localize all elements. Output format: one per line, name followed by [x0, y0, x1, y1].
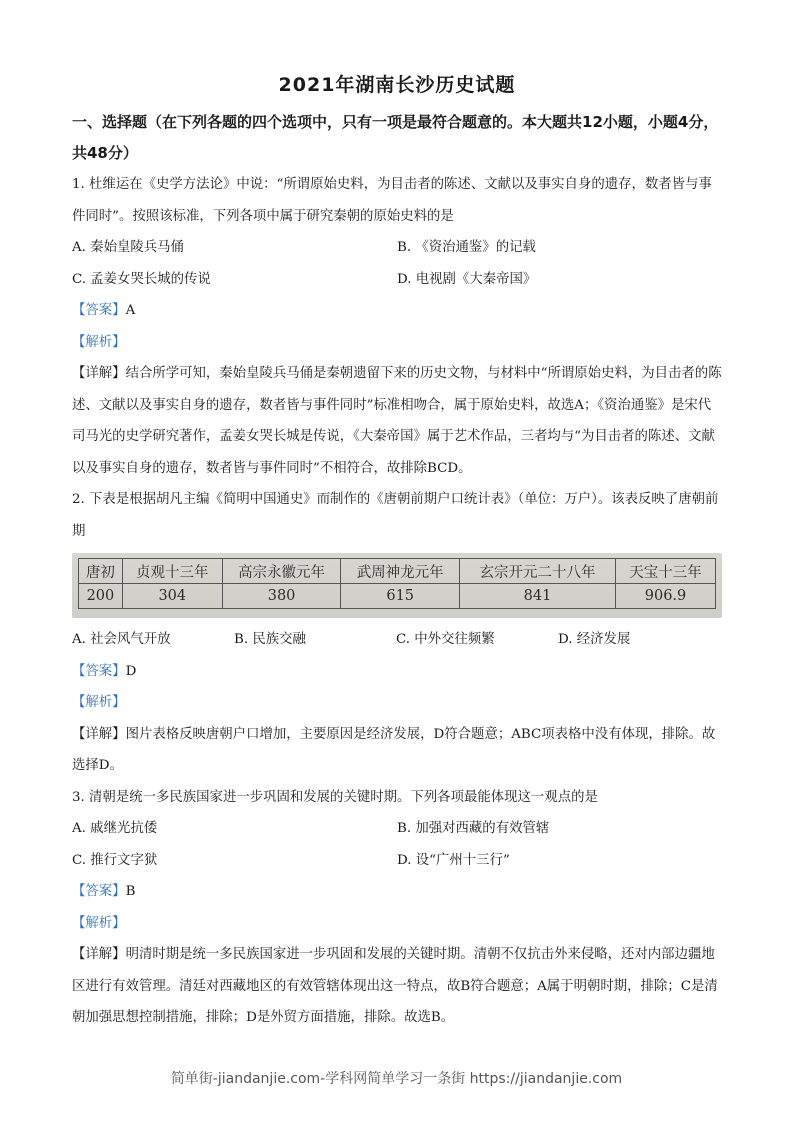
page-title: 2021年湖南长沙历史试题: [278, 74, 516, 96]
q1-detail-line: [72, 358, 722, 484]
question-1-options: [72, 232, 722, 295]
question-3-options: [72, 813, 722, 876]
answer-label: 【答案】: [72, 303, 126, 318]
table-header-cell: 唐初: [79, 559, 123, 584]
table-value-cell: 906.9: [616, 584, 716, 609]
q1-detail: 结合所学可知，秦始皇陵兵马俑是秦朝遗留下来的历史文物，与材料中“所谓原始史料，为目击者的陈述、文献以及事实自身的遗存，数者皆与事件同时”标准相吻合，属于原始史料，故选A；《资治通鉴》是宋代司马光的史学研究著作，孟姜女哭长城是传说，《大秦帝国》属于艺术作品，三者均与“为目击者的陈述、文献以及事实自身的遗存，数者皆与事件同时”不相符合，故排除BCD。: [72, 366, 722, 476]
answer-label: 【答案】: [72, 663, 126, 679]
analysis-label: 【解析】: [72, 334, 126, 350]
q3-option-a: A. 戚继光抗倭: [72, 821, 158, 836]
q3-detail-line: [72, 939, 722, 1034]
census-table-image: [72, 553, 722, 618]
page-footer: 简单街-jiandanjie.com-学科网简单学习一条街 https://jiandanjie.com: [170, 1071, 623, 1087]
q1-option-b: B. 《资治通鉴》的记载: [397, 240, 536, 255]
table-header-cell: 天宝十三年: [616, 559, 716, 584]
table-value-cell: 200: [79, 584, 123, 609]
q3-option-d: D. 设“广州十三行”: [397, 852, 510, 868]
detail-label: 【详解】: [72, 366, 126, 381]
q1-option-c: C. 孟姜女哭长城的传说: [72, 271, 211, 287]
table-value-cell: 380: [222, 584, 341, 609]
table-value-cell: 304: [122, 584, 222, 609]
q2-analysis-line: [72, 687, 722, 719]
q1-answer: A: [125, 303, 136, 318]
q1-answer-line: [72, 295, 722, 327]
q3-detail: 明清时期是统一多民族国家进一步巩固和发展的关键时期。清朝不仅抗击外来侵略，还对内部边疆地区进行有效管理。清廷对西藏地区的有效管辖体现出这一特点，故B符合题意；A属于明朝时期，排除；C是清朝加强思想控制措施，排除；D是外贸方面措施，排除。故选B。: [72, 947, 718, 1025]
table-header-cell: 玄宗开元二十八年: [460, 559, 616, 584]
question-3-stem: 3. 清朝是统一多民族国家进一步巩固和发展的关键时期。下列各项最能体现这一观点的是: [72, 789, 598, 805]
q2-option-b: B. 民族交融: [234, 632, 306, 647]
q3-analysis-line: [72, 908, 722, 940]
table-header-cell: 贞观十三年: [122, 559, 222, 584]
q2-detail: 图片表格反映唐朝户口增加，主要原因是经济发展，D符合题意；ABC项表格中没有体现，排除。故选择D。: [72, 726, 716, 773]
table-value-cell: 615: [341, 584, 460, 609]
table-value-cell: 841: [460, 584, 616, 609]
q2-option-a: A. 社会风气开放: [72, 632, 171, 647]
q3-answer-line: [72, 876, 722, 908]
q2-option-c: C. 中外交往频繁: [396, 632, 495, 647]
q3-option-c: C. 推行文字狱: [72, 852, 158, 868]
q2-answer: D: [125, 663, 137, 679]
q1-option-a: A. 秦始皇陵兵马俑: [72, 240, 184, 255]
q2-option-d: D. 经济发展: [558, 632, 631, 647]
document-page: [72, 70, 722, 1034]
q1-option-d: D. 电视剧《大秦帝国》: [397, 271, 537, 287]
q2-answer-line: [72, 656, 722, 688]
table-header-cell: 高宗永徽元年: [222, 559, 341, 584]
table-header-row: [79, 559, 716, 584]
answer-label: 【答案】: [72, 884, 126, 899]
detail-label: 【详解】: [72, 726, 126, 742]
detail-label: 【详解】: [72, 947, 126, 962]
question-2-options: [72, 624, 722, 656]
q3-answer: B: [125, 884, 136, 899]
analysis-label: 【解析】: [72, 695, 126, 710]
table-header-cell: 武周神龙元年: [341, 559, 460, 584]
question-2-stem: 2. 下表是根据胡凡主编《简明中国通史》而制作的《唐朝前期户口统计表》（单位：万户）。该表反映了唐朝前期: [72, 492, 719, 539]
section-heading: 一、选择题（在下列各题的四个选项中，只有一项是最符合题意的。本大题共12小题，小题4分，共48分）: [72, 113, 719, 162]
census-table: [78, 558, 716, 609]
q2-detail-line: [72, 719, 722, 782]
table-value-row: [79, 584, 716, 609]
analysis-label: 【解析】: [72, 915, 126, 931]
q3-option-b: B. 加强对西藏的有效管辖: [397, 821, 550, 836]
q1-analysis-line: [72, 327, 722, 359]
question-1-stem: 1. 杜维运在《史学方法论》中说：“所谓原始史料，为目击者的陈述、文献以及事实自身的遗存，数者皆与事件同时”。按照该标准，下列各项中属于研究秦朝的原始史料的是: [72, 177, 712, 224]
